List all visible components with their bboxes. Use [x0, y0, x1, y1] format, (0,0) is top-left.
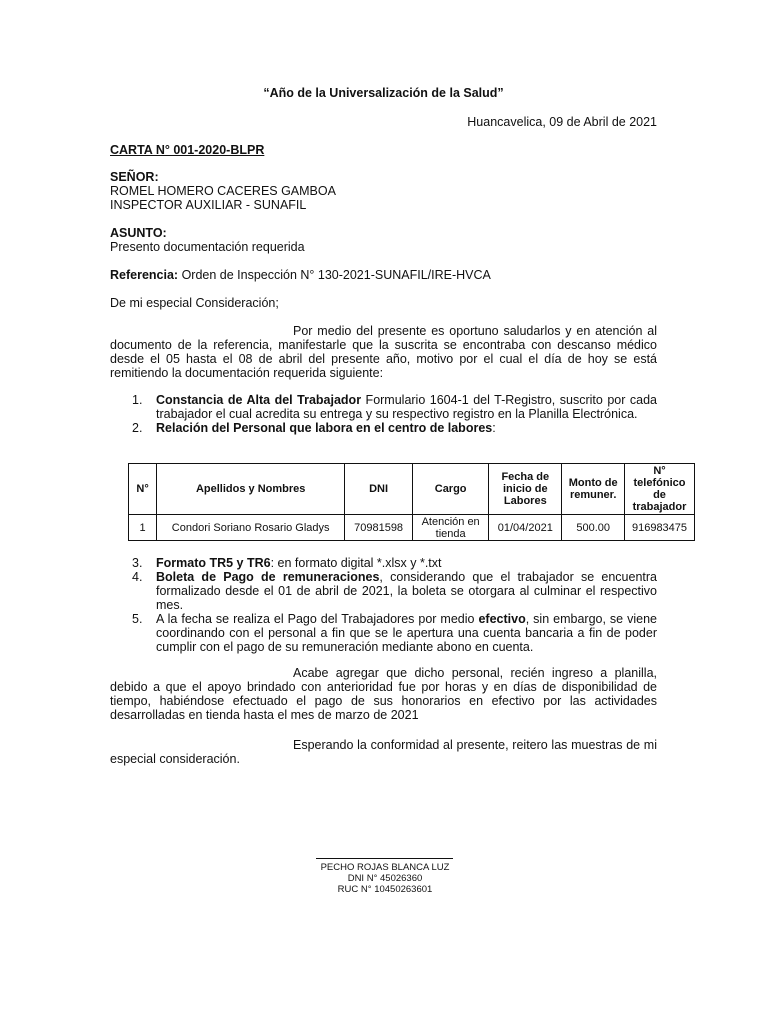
item-text: Formulario 1604-1 del T-Registro, suscrito por cada trabajador el cual acredita su entrega y su respectivo registro en la Planilla Electrónica. — [156, 393, 657, 421]
cell-number: 1 — [129, 515, 157, 541]
cell-phone: 916983475 — [625, 515, 695, 541]
closing-paragraph-2 — [110, 738, 657, 766]
item-text: , considerando que el trabajador se encuentra formalizado desde el 01 de abril de 2021, la boleta se otorgara al culminar el respectivo mes. — [156, 570, 657, 612]
item-text: : en formato digital *.xlsx y *.txt — [270, 556, 442, 570]
items-list-a — [110, 393, 657, 435]
cell-name: Condori Soriano Rosario Gladys — [157, 515, 345, 541]
reference-label: Referencia: — [110, 268, 179, 282]
col-header-role: Cargo — [413, 464, 489, 515]
list-item — [110, 556, 657, 570]
col-header-phone: N° telefónico de trabajador — [625, 464, 695, 515]
reference-text: Orden de Inspección N° 130-2021-SUNAFIL/IRE-HVCA — [178, 268, 491, 282]
intro-paragraph — [110, 324, 657, 380]
item-number: 1. — [132, 393, 143, 407]
place-date: Huancavelica, 09 de Abril de 2021 — [467, 115, 657, 129]
list-item — [110, 570, 657, 612]
item-title: Boleta de Pago de remuneraciones — [156, 570, 380, 584]
signer-ruc: RUC N° 10450263601 — [337, 884, 433, 895]
signer-name: PECHO ROJAS BLANCA LUZ — [320, 862, 450, 873]
closing-paragraph-1 — [110, 666, 657, 722]
recipient-name: ROMEL HOMERO CACERES GAMBOA — [110, 184, 336, 198]
subject-block — [110, 226, 305, 254]
table-header-row — [129, 464, 695, 515]
col-header-start-date: Fecha de inicio de Labores — [489, 464, 562, 515]
signature-line — [316, 858, 453, 859]
greeting: De mi especial Consideración; — [110, 296, 279, 310]
year-motto: “Año de la Universalización de la Salud” — [263, 86, 504, 100]
item-number: 4. — [132, 570, 143, 584]
cell-start-date: 01/04/2021 — [489, 515, 562, 541]
col-header-salary: Monto de remuner. — [562, 464, 625, 515]
recipient-salutation: SEÑOR: — [110, 170, 159, 184]
table-row — [129, 515, 695, 541]
col-header-name: Apellidos y Nombres — [157, 464, 345, 515]
cell-dni: 70981598 — [345, 515, 413, 541]
item-title: efectivo — [478, 612, 526, 626]
item-text: : — [492, 421, 496, 435]
col-header-number: N° — [129, 464, 157, 515]
item-title: Formato TR5 y TR6 — [156, 556, 271, 570]
item-text-pre: A la fecha se realiza el Pago del Trabajadores por medio — [156, 612, 479, 626]
list-item — [110, 612, 657, 654]
cell-role: Atención en tienda — [413, 515, 489, 541]
closing-text-1: Acabe agregar que dicho personal, recién ingreso a planilla, debido a que el apoyo brindado con anterioridad fue por horas y en días de disponibilidad de tiempo, habiéndose efectuado el pago de sus honorarios en efectivo por las actividades desarrolladas en tienda hasta el mes de marzo de 2021 — [110, 666, 657, 722]
subject-text: Presento documentación requerida — [110, 240, 305, 254]
signer-dni: DNI N° 45026360 — [347, 873, 423, 884]
item-title: Relación del Personal que labora en el centro de labores — [156, 421, 493, 435]
recipient-position: INSPECTOR AUXILIAR - SUNAFIL — [110, 198, 307, 212]
intro-text: Por medio del presente es oportuno saludarlos y en atención al documento de la referencia, manifestarle que la suscrita se encontraba con descanso médico desde el 05 hasta el 08 de abril del presente año, motivo por el cual el día de hoy se está remitiendo la documentación requerida siguiente: — [110, 324, 657, 380]
letter-number: CARTA N° 001-2020-BLPR — [110, 143, 265, 157]
subject-label: ASUNTO: — [110, 226, 167, 240]
cell-salary: 500.00 — [562, 515, 625, 541]
col-header-dni: DNI — [345, 464, 413, 515]
recipient-block — [110, 170, 336, 212]
item-title: Constancia de Alta del Trabajador — [156, 393, 362, 407]
list-item — [110, 393, 657, 421]
item-number: 3. — [132, 556, 143, 570]
signature-block — [290, 862, 480, 895]
closing-text-2: Esperando la conformidad al presente, reitero las muestras de mi especial consideración. — [110, 738, 657, 766]
item-number: 2. — [132, 421, 143, 435]
reference-line — [110, 268, 491, 282]
items-list-b — [110, 556, 657, 654]
staff-table — [128, 463, 695, 541]
list-item — [110, 421, 657, 435]
item-number: 5. — [132, 612, 143, 626]
item-text: , sin embargo, se viene coordinando con el personal a fin que se le apertura una cuenta bancaria a fin de poder cumplir con el pago de su remuneración mediante abono en cuenta. — [156, 612, 657, 654]
